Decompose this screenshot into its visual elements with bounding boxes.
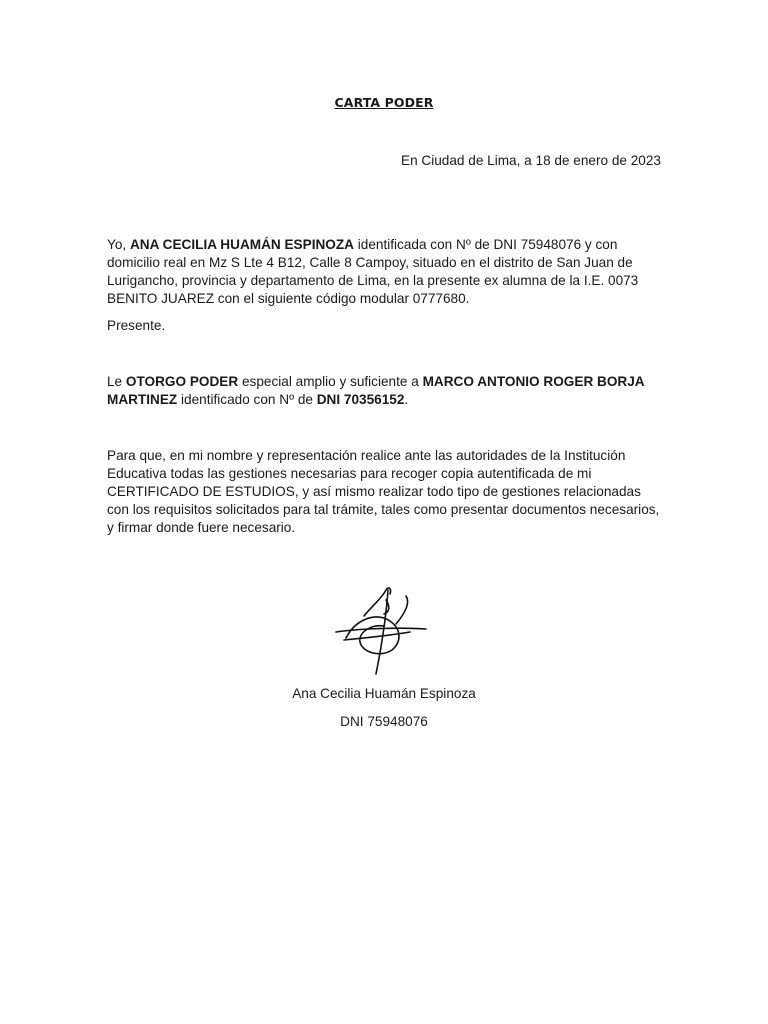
grantee-name: MARCO ANTONIO ROGER BORJA MARTINEZ	[107, 374, 645, 407]
signer-name: Ana Cecilia Huamán Espinoza	[292, 686, 476, 701]
purpose-paragraph: Para que, en mi nombre y representación realice ante las autoridades de la Institución Educativa todas las gestiones necesarias para recoger copia autentificada de mi CERTIFICADO DE ESTUDIOS, y así mismo realizar todo tipo de gestiones relacionadas con los requisitos solicitados para tal trámite, tales como presentar documentos necesarios, y firmar donde fuere necesario.	[107, 448, 660, 535]
grantee-dni: DNI 70356152	[316, 392, 405, 407]
grantee-id-text: identificado con Nº de	[177, 392, 317, 407]
otorgo-poder: OTORGO PODER	[125, 374, 239, 389]
grant-paragraph	[107, 373, 663, 409]
grant-prefix: Le	[107, 374, 126, 389]
grant-suffix: .	[404, 392, 409, 407]
grantor-details: identificada con Nº de DNI 75948076 y con domicilio real en Mz S Lte 4 B12, Calle 8 Campoy, situado en el distrito de San Juan de Lurigancho, provincia y departamento de Lima, en la presente ex alumna de la I.E. 0073 BENITO JUAREZ con el siguiente código modular 0777680.	[107, 237, 639, 306]
grantor-prefix: Yo,	[107, 237, 130, 252]
date-line: En Ciudad de Lima, a 18 de enero de 2023	[401, 153, 661, 168]
grantor-paragraph	[107, 236, 663, 308]
grant-middle: especial amplio y suficiente a	[238, 374, 423, 389]
presente-line: Presente.	[107, 318, 166, 333]
handwritten-signature-icon	[326, 582, 436, 678]
grantor-name: ANA CECILIA HUAMÁN ESPINOZA	[129, 237, 354, 252]
signer-dni: DNI 75948076	[340, 714, 428, 729]
document-title: CARTA PODER	[334, 95, 434, 110]
